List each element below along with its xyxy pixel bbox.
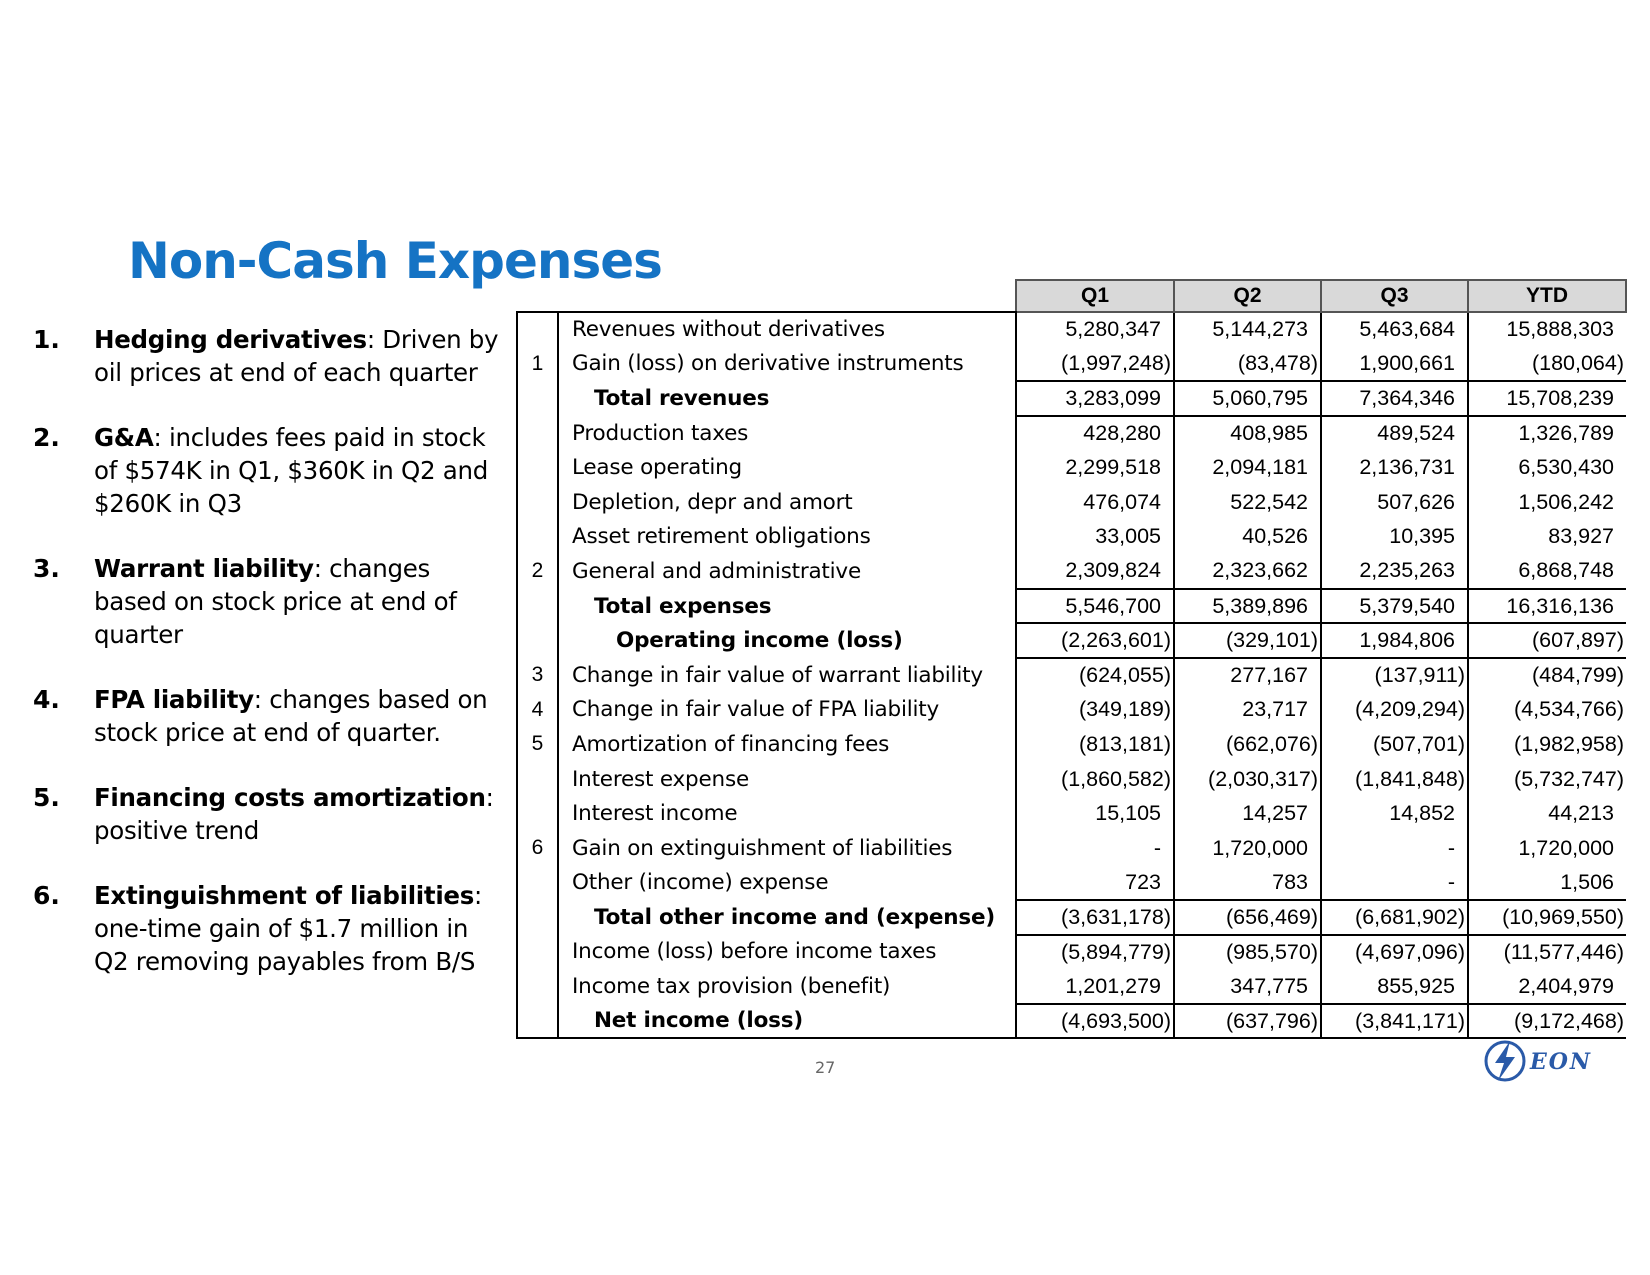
note-item	[33, 323, 508, 389]
note-item	[33, 421, 508, 520]
cell-ytd: 6,530,430	[1518, 455, 1614, 480]
note-text	[94, 421, 508, 520]
row-label: Total expenses	[558, 589, 1016, 624]
cell-q2: 14,257	[1174, 796, 1321, 831]
cell-q1: 428,280	[1016, 416, 1174, 451]
note-heading: Hedging derivatives	[94, 325, 367, 354]
note-body: : changes based on stock price at end of quarter	[94, 554, 457, 649]
cell-q2: (83,478)	[1174, 347, 1321, 382]
cell-q2: 783	[1174, 866, 1321, 901]
column-header-q1: Q1	[1016, 280, 1174, 312]
note-heading: G&A	[94, 423, 154, 452]
cell-q3: 855,925	[1321, 969, 1468, 1004]
cell-ytd: 2,404,979	[1518, 973, 1614, 998]
table-row	[517, 796, 1626, 831]
note-reference	[517, 312, 558, 347]
cell-q3: 1,984,806	[1321, 623, 1468, 658]
cell-q1: 5,546,700	[1016, 589, 1174, 624]
cell-q1: 15,105	[1016, 796, 1174, 831]
note-item	[33, 552, 508, 651]
cell-q1: (813,181)	[1016, 727, 1174, 762]
page-title: Non-Cash Expenses	[128, 232, 662, 290]
cell-q1: -	[1016, 831, 1174, 866]
cell-q1: (349,189)	[1016, 693, 1174, 728]
table-row	[517, 693, 1626, 728]
cell-q3: 10,395	[1321, 520, 1468, 555]
note-reference: 6	[517, 831, 558, 866]
note-item	[33, 781, 508, 847]
cell-ytd: 1,720,000	[1518, 835, 1614, 860]
table-row	[517, 1004, 1626, 1039]
cell-q1: 723	[1016, 866, 1174, 901]
cell-ytd: 83,927	[1548, 524, 1614, 549]
note-body: : changes based on stock price at end of quarter.	[94, 685, 488, 747]
note-heading: Financing costs amortization	[94, 783, 486, 812]
cell-q2: 408,985	[1174, 416, 1321, 451]
cell-ytd: (484,799)	[1468, 658, 1626, 693]
note-reference	[517, 866, 558, 901]
cell-q3: (507,701)	[1321, 727, 1468, 762]
cell-q2: (656,469)	[1174, 900, 1321, 935]
row-label: Change in fair value of warrant liability	[558, 658, 1016, 693]
note-text	[94, 879, 508, 978]
cell-q3: (137,911)	[1321, 658, 1468, 693]
cell-q2: (637,796)	[1174, 1004, 1321, 1039]
cell-ytd: 1,506,242	[1518, 489, 1614, 514]
cell-q2: 40,526	[1174, 520, 1321, 555]
cell-q3: 14,852	[1321, 796, 1468, 831]
table-row	[517, 416, 1626, 451]
cell-q3: 5,463,684	[1321, 312, 1468, 347]
note-number: 6.	[33, 881, 60, 910]
cell-q3: -	[1321, 831, 1468, 866]
cell-q2: (985,570)	[1174, 935, 1321, 970]
row-label: Income (loss) before income taxes	[558, 935, 1016, 970]
table-row	[517, 831, 1626, 866]
note-reference	[517, 450, 558, 485]
row-label: Income tax provision (benefit)	[558, 969, 1016, 1004]
note-reference	[517, 762, 558, 797]
note-reference	[517, 623, 558, 658]
row-label: Revenues without derivatives	[558, 312, 1016, 347]
note-reference	[517, 416, 558, 451]
table-row	[517, 935, 1626, 970]
note-text	[94, 781, 508, 847]
cell-q1: 476,074	[1016, 485, 1174, 520]
cell-ytd: (11,577,446)	[1468, 935, 1626, 970]
note-reference	[517, 796, 558, 831]
note-number: 5.	[33, 783, 60, 812]
note-body: : Driven by oil prices at end of each quarter	[94, 325, 499, 387]
note-body: : positive trend	[94, 783, 494, 845]
row-label: Production taxes	[558, 416, 1016, 451]
row-label: Lease operating	[558, 450, 1016, 485]
cell-q3: 2,235,263	[1321, 554, 1468, 589]
note-reference: 1	[517, 347, 558, 382]
cell-ytd: (607,897)	[1468, 623, 1626, 658]
cell-q1: (1,860,582)	[1016, 762, 1174, 797]
row-label: Interest expense	[558, 762, 1016, 797]
row-label: Depletion, depr and amort	[558, 485, 1016, 520]
table-row	[517, 485, 1626, 520]
note-item	[33, 683, 508, 749]
note-reference: 2	[517, 554, 558, 589]
note-reference: 4	[517, 693, 558, 728]
cell-q2: (329,101)	[1174, 623, 1321, 658]
note-reference	[517, 485, 558, 520]
cell-q1: (624,055)	[1016, 658, 1174, 693]
note-reference	[517, 935, 558, 970]
note-heading: FPA liability	[94, 685, 254, 714]
cell-q3: (6,681,902)	[1321, 900, 1468, 935]
cell-q1: 2,309,824	[1016, 554, 1174, 589]
cell-q1: (2,263,601)	[1016, 623, 1174, 658]
row-label: Amortization of financing fees	[558, 727, 1016, 762]
cell-q2: 2,094,181	[1174, 450, 1321, 485]
cell-q3: 489,524	[1321, 416, 1468, 451]
financial-table	[516, 279, 1627, 1039]
note-reference: 5	[517, 727, 558, 762]
table-row	[517, 762, 1626, 797]
row-label: Operating income (loss)	[558, 623, 1016, 658]
column-header-ytd: YTD	[1468, 280, 1626, 312]
cell-q3: -	[1321, 866, 1468, 901]
eon-logo	[1484, 1038, 1614, 1084]
page-number: 27	[815, 1058, 836, 1077]
row-label: Change in fair value of FPA liability	[558, 693, 1016, 728]
cell-q2: 5,144,273	[1174, 312, 1321, 347]
cell-q1: 33,005	[1016, 520, 1174, 555]
table-row	[517, 312, 1626, 347]
row-label: Asset retirement obligations	[558, 520, 1016, 555]
cell-ytd: (9,172,468)	[1468, 1004, 1626, 1039]
cell-q2: 23,717	[1174, 693, 1321, 728]
table-row	[517, 520, 1626, 555]
cell-ytd: 44,213	[1548, 801, 1614, 826]
table-row	[517, 589, 1626, 624]
cell-q3: (4,209,294)	[1321, 693, 1468, 728]
cell-q3: (3,841,171)	[1321, 1004, 1468, 1039]
note-reference	[517, 1004, 558, 1039]
cell-q2: 2,323,662	[1174, 554, 1321, 589]
cell-q2: 277,167	[1174, 658, 1321, 693]
note-heading: Extinguishment of liabilities	[94, 881, 475, 910]
table-row	[517, 969, 1626, 1004]
cell-q1: 5,280,347	[1016, 312, 1174, 347]
cell-q2: (2,030,317)	[1174, 762, 1321, 797]
cell-q1: (1,997,248)	[1016, 347, 1174, 382]
cell-q3: 1,900,661	[1321, 347, 1468, 382]
cell-q3: 7,364,346	[1321, 381, 1468, 416]
row-label: Other (income) expense	[558, 866, 1016, 901]
cell-ytd: (180,064)	[1531, 350, 1624, 375]
table-header-row	[517, 280, 1626, 312]
cell-ytd: (5,732,747)	[1514, 766, 1624, 791]
column-header-q3: Q3	[1321, 280, 1468, 312]
cell-ytd: 6,868,748	[1518, 558, 1614, 583]
cell-q3: 507,626	[1321, 485, 1468, 520]
cell-ytd: (10,969,550)	[1468, 900, 1626, 935]
cell-ytd: (4,534,766)	[1514, 697, 1624, 722]
note-body: : includes fees paid in stock of $574K in Q1, $360K in Q2 and $260K in Q3	[94, 423, 488, 518]
column-header-q2: Q2	[1174, 280, 1321, 312]
table-row	[517, 554, 1626, 589]
table-row	[517, 347, 1626, 382]
note-reference	[517, 969, 558, 1004]
table-row	[517, 727, 1626, 762]
cell-q2: 522,542	[1174, 485, 1321, 520]
row-label: Total revenues	[558, 381, 1016, 416]
row-label: Net income (loss)	[558, 1004, 1016, 1039]
row-label: General and administrative	[558, 554, 1016, 589]
table-row	[517, 866, 1626, 901]
note-reference	[517, 900, 558, 935]
cell-q1: (4,693,500)	[1016, 1004, 1174, 1039]
notes-list	[33, 323, 508, 1010]
cell-q2: 5,389,896	[1174, 589, 1321, 624]
cell-q1: 1,201,279	[1016, 969, 1174, 1004]
row-label: Gain on extinguishment of liabilities	[558, 831, 1016, 866]
note-text	[94, 683, 508, 749]
note-reference	[517, 589, 558, 624]
cell-q3: (4,697,096)	[1321, 935, 1468, 970]
note-item	[33, 879, 508, 978]
table-row	[517, 450, 1626, 485]
cell-q2: 5,060,795	[1174, 381, 1321, 416]
note-reference	[517, 381, 558, 416]
cell-ytd: 16,316,136	[1468, 589, 1626, 624]
note-reference	[517, 520, 558, 555]
cell-q3: 5,379,540	[1321, 589, 1468, 624]
cell-ytd: (1,982,958)	[1514, 731, 1624, 756]
table-row	[517, 381, 1626, 416]
note-reference: 3	[517, 658, 558, 693]
cell-ytd: 15,888,303	[1506, 317, 1614, 342]
cell-ytd: 1,506	[1560, 869, 1614, 894]
note-text	[94, 552, 508, 651]
cell-ytd: 15,708,239	[1468, 381, 1626, 416]
cell-q2: (662,076)	[1174, 727, 1321, 762]
cell-q2: 347,775	[1174, 969, 1321, 1004]
note-number: 1.	[33, 325, 60, 354]
cell-q3: 2,136,731	[1321, 450, 1468, 485]
note-body: : one-time gain of $1.7 million in Q2 removing payables from B/S	[94, 881, 482, 976]
logo-text: EON	[1530, 1049, 1593, 1075]
row-label: Total other income and (expense)	[558, 900, 1016, 935]
table-row	[517, 623, 1626, 658]
cell-q1: 3,283,099	[1016, 381, 1174, 416]
note-number: 4.	[33, 685, 60, 714]
cell-ytd: 1,326,789	[1468, 416, 1626, 451]
note-heading: Warrant liability	[94, 554, 314, 583]
cell-q3: (1,841,848)	[1321, 762, 1468, 797]
note-number: 3.	[33, 554, 60, 583]
cell-q1: (5,894,779)	[1016, 935, 1174, 970]
cell-q2: 1,720,000	[1174, 831, 1321, 866]
table-row	[517, 900, 1626, 935]
note-text	[94, 323, 508, 389]
table-row	[517, 658, 1626, 693]
cell-q1: 2,299,518	[1016, 450, 1174, 485]
row-label: Interest income	[558, 796, 1016, 831]
note-number: 2.	[33, 423, 60, 452]
row-label: Gain (loss) on derivative instruments	[558, 347, 1016, 382]
cell-q1: (3,631,178)	[1016, 900, 1174, 935]
